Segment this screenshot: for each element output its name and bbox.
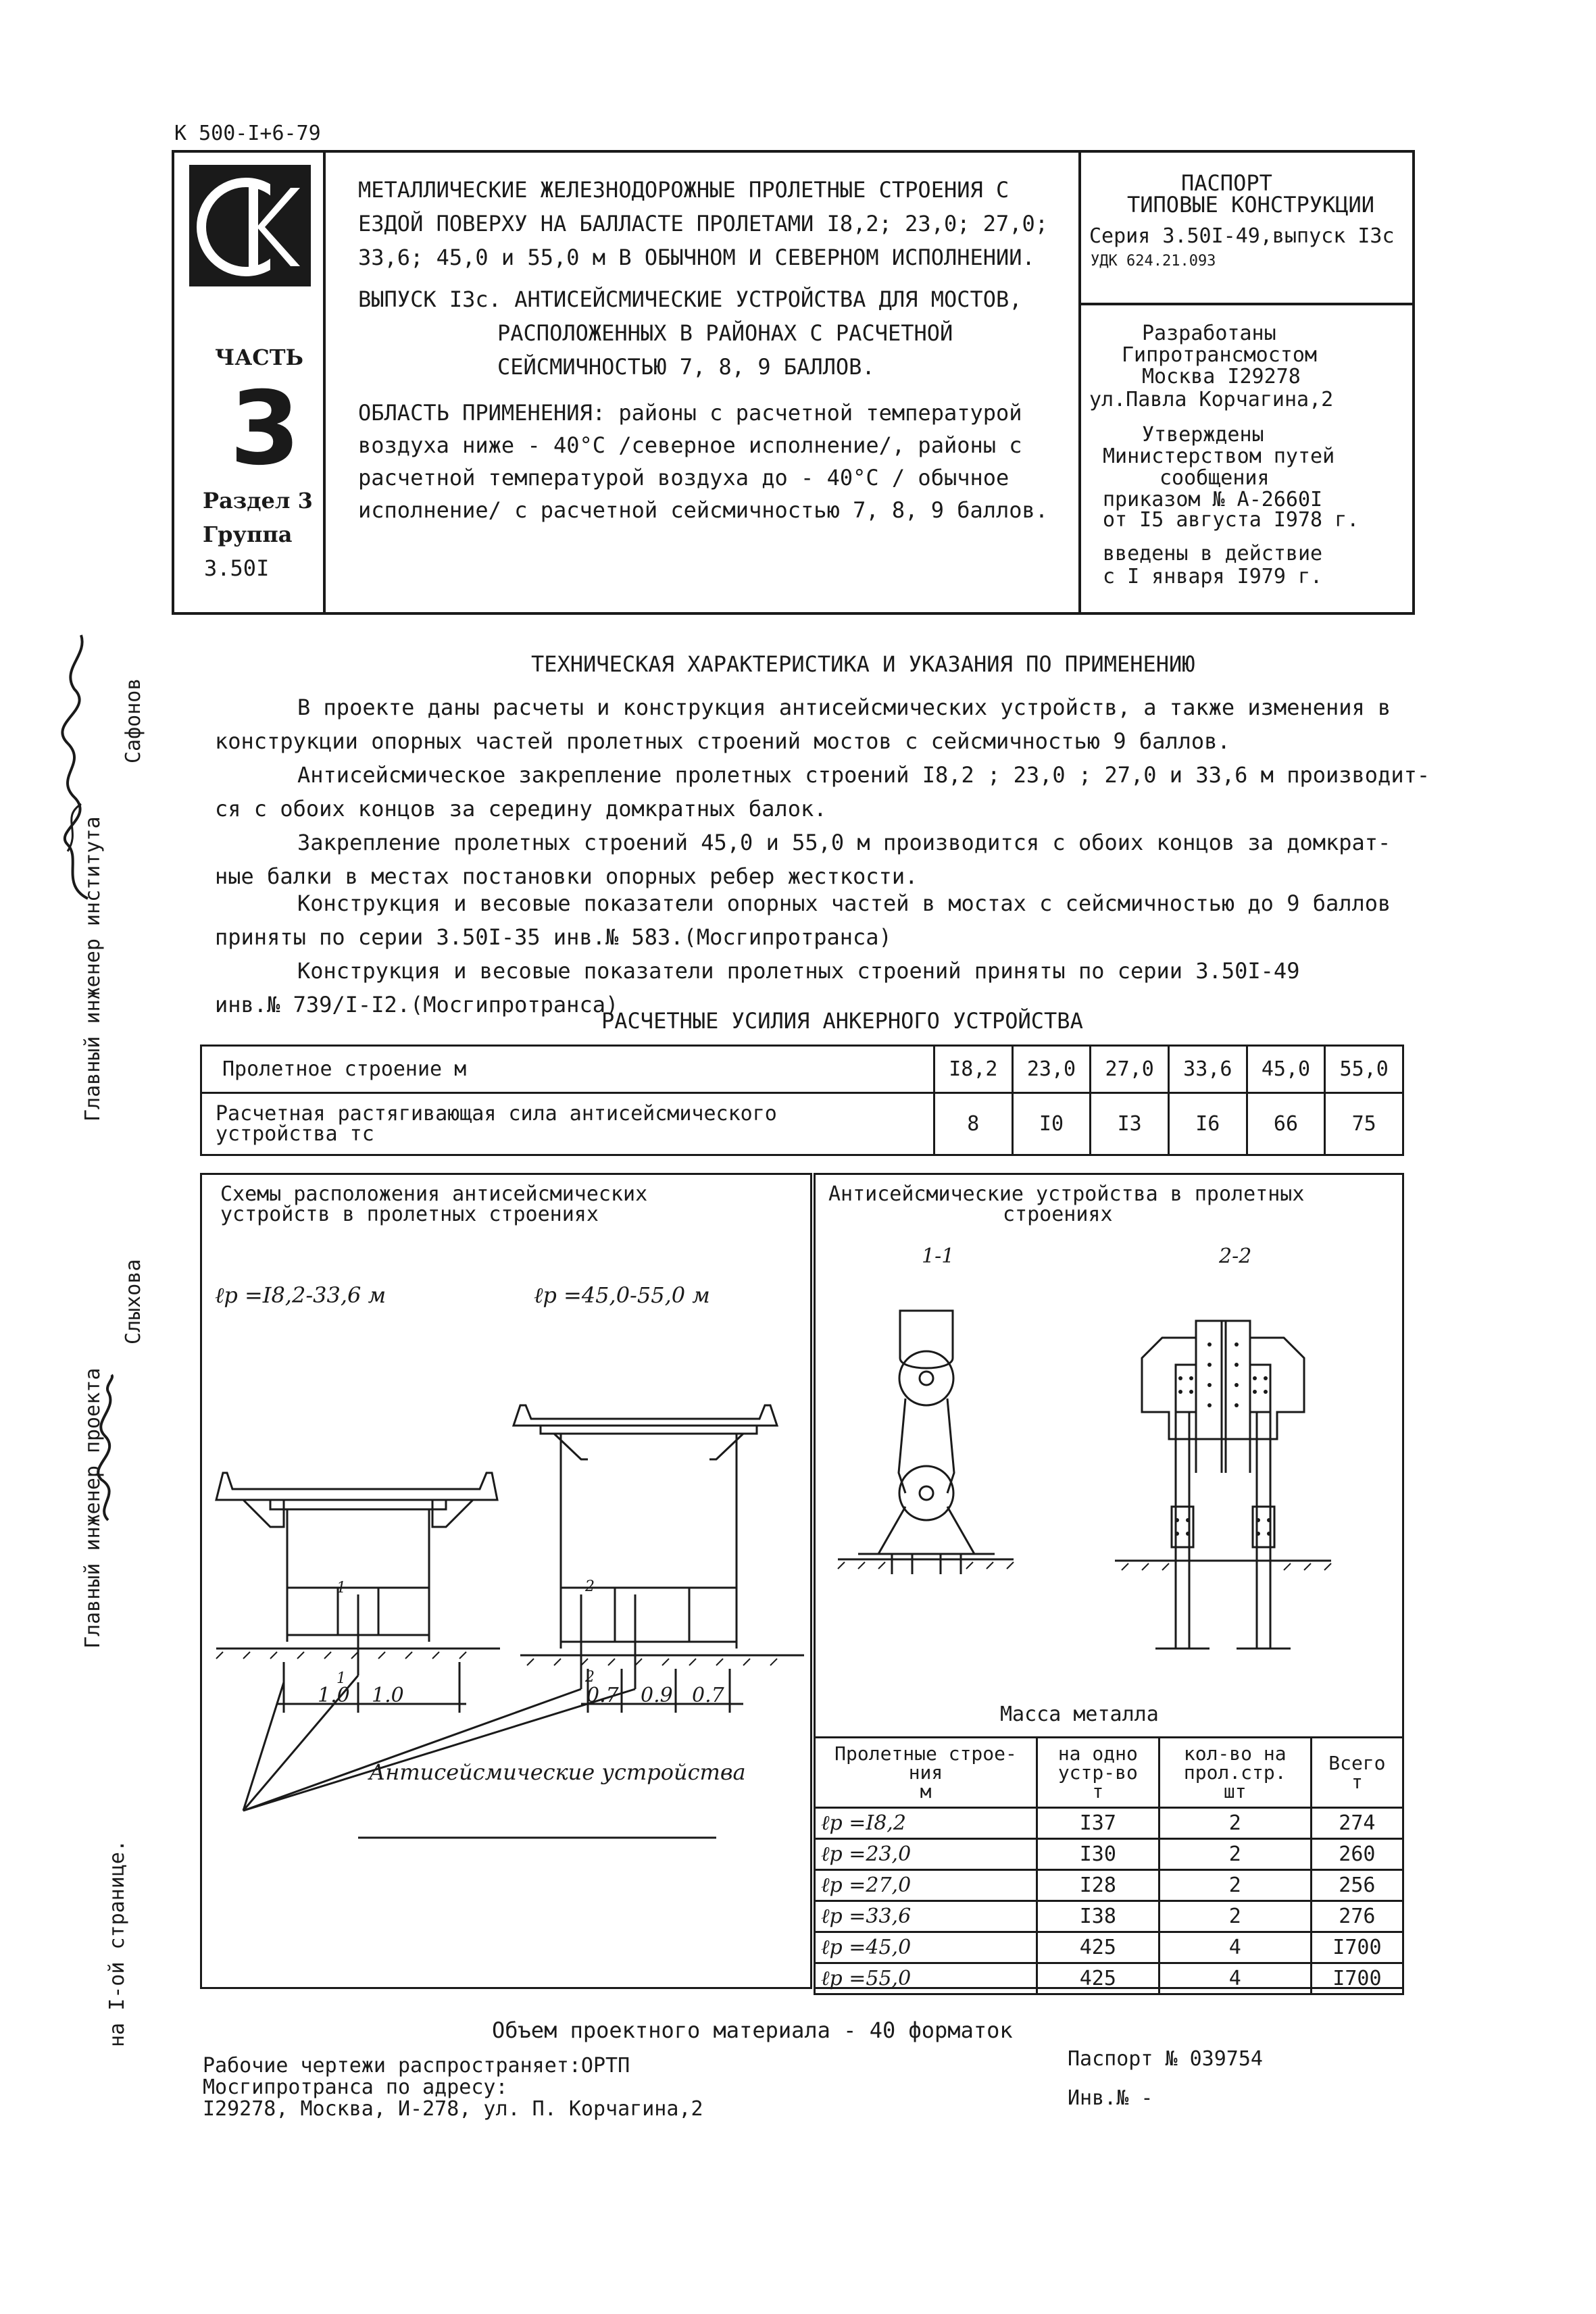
- chief-project-engineer-name: Слыхова: [122, 1259, 145, 1344]
- chief-engineer-institute-name: Сафонов: [122, 678, 145, 763]
- table-row: ℓр =23,0 I30 2 260: [815, 1839, 1403, 1870]
- signature-project: [81, 1372, 135, 1527]
- table-row: Пролетное строение м I8,2 23,0 27,0 33,6 45,0 55,0: [201, 1046, 1403, 1093]
- mark-2-b: 2: [585, 1669, 595, 1686]
- inventory-number: Инв.№ -: [1068, 2086, 1153, 2110]
- section-label: Раздел 3: [203, 488, 313, 513]
- document-code: К 500-I+6-79: [174, 122, 321, 145]
- antiseismic-devices-drawing: [818, 1270, 1399, 1689]
- table-row: ℓр =55,0 425 4 I700: [815, 1963, 1403, 1994]
- table-row: ℓр =I8,2 I37 2 274: [815, 1808, 1403, 1839]
- section-1-label: 1-1: [922, 1244, 955, 1268]
- group-label: Группа: [203, 522, 293, 547]
- table-row: ℓр =33,6 I38 2 276: [815, 1901, 1403, 1932]
- scheme-caption: Антисейсмические устройства: [369, 1759, 746, 1785]
- mark-2-a: 2: [585, 1578, 595, 1595]
- dim-a-1: 1.0: [318, 1684, 350, 1707]
- mass-table: [814, 1736, 1404, 1995]
- table-row: ℓр =27,0 I28 2 256: [815, 1870, 1403, 1901]
- section-title: ТЕХНИЧЕСКАЯ ХАРАКТЕРИСТИКА И УКАЗАНИЯ ПО ПРИМЕНЕНИЮ: [531, 651, 1195, 677]
- table-row: Расчетная растягивающая сила антисейсмического устройства тс 8 I0 I3 I6 66 75: [201, 1093, 1403, 1155]
- mark-1-a: 1: [336, 1580, 346, 1596]
- anchor-table-title: РАСЧЕТНЫЕ УСИЛИЯ АНКЕРНОГО УСТРОЙСТВА: [601, 1008, 1083, 1034]
- scheme-a-label: ℓр =I8,2-33,6 м: [215, 1282, 386, 1308]
- scheme-b-label: ℓр =45,0-55,0 м: [534, 1282, 710, 1308]
- group-number: 3.50I: [204, 555, 270, 581]
- dim-b-1: 0.7: [587, 1684, 619, 1707]
- mass-title: Масса металла: [1000, 1703, 1159, 1726]
- table-row: Пролетные строе- ния м на одно устр-во т кол-во на прол.стр. шт Всего т: [815, 1738, 1403, 1808]
- volume-note: Объем проектного материала - 40 форматок: [492, 2017, 1013, 2043]
- chief-project-engineer: Главный инженер проекта: [81, 1367, 105, 1649]
- part-number: 3: [230, 370, 301, 488]
- dim-b-3: 0.7: [692, 1684, 724, 1707]
- mark-1-b: 1: [336, 1670, 346, 1687]
- dim-b-2: 0.9: [641, 1684, 673, 1707]
- anchor-table: [200, 1045, 1404, 1156]
- page-note: на I-ой странице.: [105, 1839, 129, 2047]
- passport-number: Паспорт № 039754: [1068, 2047, 1263, 2071]
- udk: УДК 624.21.093: [1091, 253, 1216, 270]
- bridge-schemes-drawing: [203, 1392, 811, 1865]
- table-row: ℓр =45,0 425 4 I700: [815, 1932, 1403, 1963]
- section-2-label: 2-2: [1219, 1244, 1252, 1268]
- chief-engineer-institute: Главный инженер института: [81, 816, 105, 1122]
- dim-a-2: 1.0: [372, 1684, 404, 1707]
- logo-mark-icon: [189, 165, 311, 286]
- series: Серия 3.50I-49,выпуск I3с: [1089, 224, 1395, 248]
- part-label: ЧАСТЬ: [215, 345, 303, 370]
- logo: [189, 165, 311, 286]
- signature-institute: [41, 628, 108, 912]
